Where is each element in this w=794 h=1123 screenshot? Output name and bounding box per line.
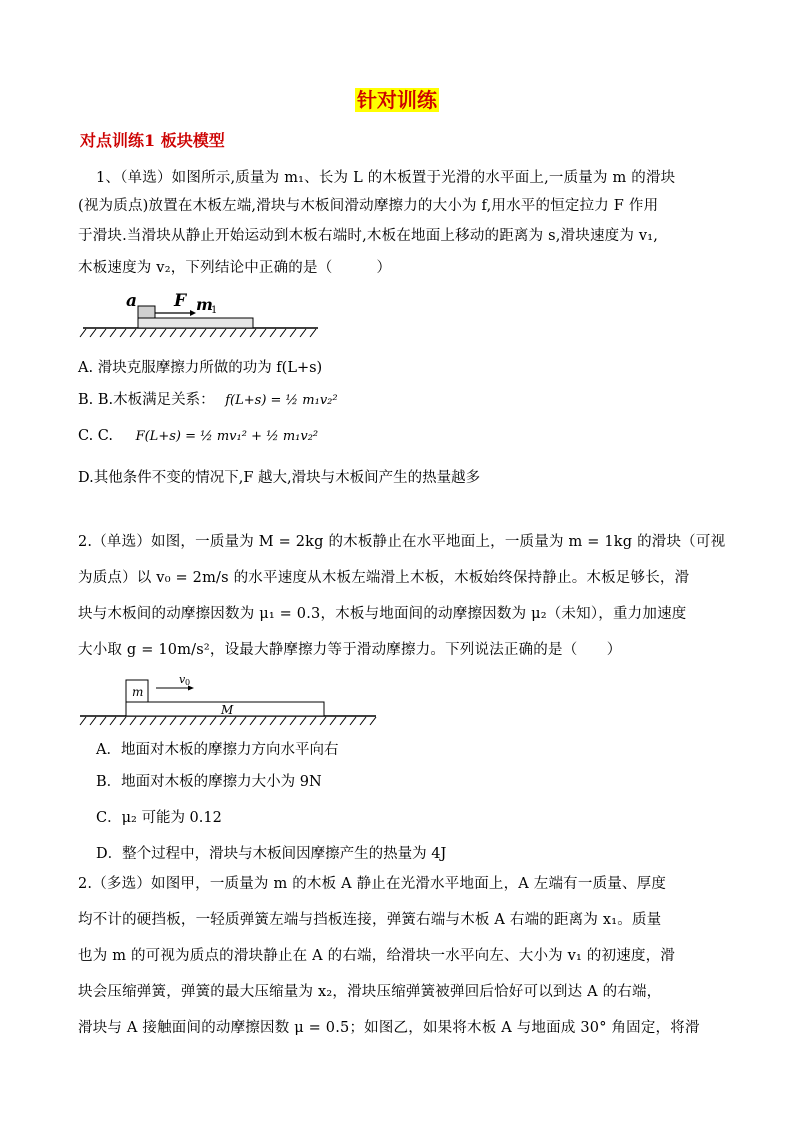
q2-option-c: C．μ₂ 可能为 0.12: [96, 810, 222, 826]
label-v0-sub: 0: [185, 678, 191, 687]
page-title: 针对训练: [357, 88, 437, 112]
q1-line-3: 于滑块.当滑块从静止开始运动到木板右端时,木板在地面上移动的距离为 s,滑块速度为 v₁,: [78, 228, 659, 244]
q1-option-b-formula: f(L+s) = ½ m₁v₂²: [225, 393, 338, 408]
label-m: m: [196, 295, 213, 314]
q3-line-3: 也为 m 的可视为质点的滑块静止在 A 的右端，给滑块一水平向左、大小为 v₁ 的初速度，滑: [78, 948, 676, 964]
q1-option-b: [78, 388, 338, 409]
q1-figure: [78, 288, 328, 340]
q1-option-c-formula: F(L+s) = ½ mv₁² + ½ m₁v₂²: [135, 429, 319, 444]
q2-figure: [76, 672, 380, 728]
label-m-sub: 1: [211, 305, 218, 316]
label-F: F: [174, 291, 187, 311]
label-a: a: [126, 291, 138, 311]
q1-line-1: 1、（单选）如图所示,质量为 m₁、长为 L 的木板置于光滑的水平面上,一质量为 m 的滑块: [96, 170, 676, 186]
q3-line-2: 均不计的硬挡板，一轻质弹簧左端与挡板连接，弹簧右端与木板 A 右端的距离为 x₁。质量: [78, 912, 662, 928]
q1-option-c-prefix: C. C.: [78, 428, 113, 444]
q1-option-c: [78, 428, 318, 444]
q1-option-a: A. 滑块克服摩擦力所做的功为 f(L+s): [78, 360, 323, 376]
q1-option-d: D.其他条件不变的情况下,F 越大,滑块与木板间产生的热量越多: [78, 470, 481, 486]
label-M: M: [221, 703, 234, 717]
q2-line-1: 2.（单选）如图，一质量为 M = 2kg 的木板静止在水平地面上，一质量为 m = 1kg 的滑块（可视: [78, 534, 726, 550]
q2-option-b: B．地面对木板的摩擦力大小为 9N: [96, 774, 322, 790]
q2-line-3: 块与木板间的动摩擦因数为 μ₁ = 0.3，木板与地面间的动摩擦因数为 μ₂（未知），重力加速度: [78, 606, 687, 622]
board-m1: [138, 318, 253, 328]
q1-line-4: 木板速度为 v₂，下列结论中正确的是（ ）: [78, 260, 392, 276]
section-title: 对点训练1 板块模型: [80, 131, 225, 150]
q1-option-b-prefix: B. B.木板满足关系：: [78, 392, 215, 408]
block-a: [138, 306, 155, 318]
label-v0: v: [179, 673, 186, 686]
q3-line-5: 滑块与 A 接触面间的动摩擦因数 μ = 0.5；如图乙，如果将木板 A 与地面成 30° 角固定，将滑: [78, 1020, 700, 1036]
q2-option-a: A．地面对木板的摩擦力方向水平向右: [96, 742, 339, 758]
q2-line-4: 大小取 g = 10m/s²，设最大静摩擦力等于滑动摩擦力。下列说法正确的是（ ）: [78, 642, 622, 658]
q3-line-4: 块会压缩弹簧，弹簧的最大压缩量为 x₂，滑块压缩弹簧被弹回后恰好可以到达 A 的右端，: [78, 984, 662, 1000]
q1-line-2: (视为质点)放置在木板左端,滑块与木板间滑动摩擦力的大小为 f,用水平的恒定拉力 F 作用: [78, 198, 659, 214]
label-m-block: m: [132, 685, 144, 699]
q2-line-2: 为质点）以 v₀ = 2m/s 的水平速度从木板左端滑上木板，木板始终保持静止。木板足够长，滑: [78, 570, 690, 586]
q2-option-d: D．整个过程中，滑块与木板间因摩擦产生的热量为 4J: [96, 846, 447, 862]
q3-line-1: 2.（多选）如图甲，一质量为 m 的木板 A 静止在光滑水平地面上，A 左端有一质量、厚度: [78, 876, 667, 892]
